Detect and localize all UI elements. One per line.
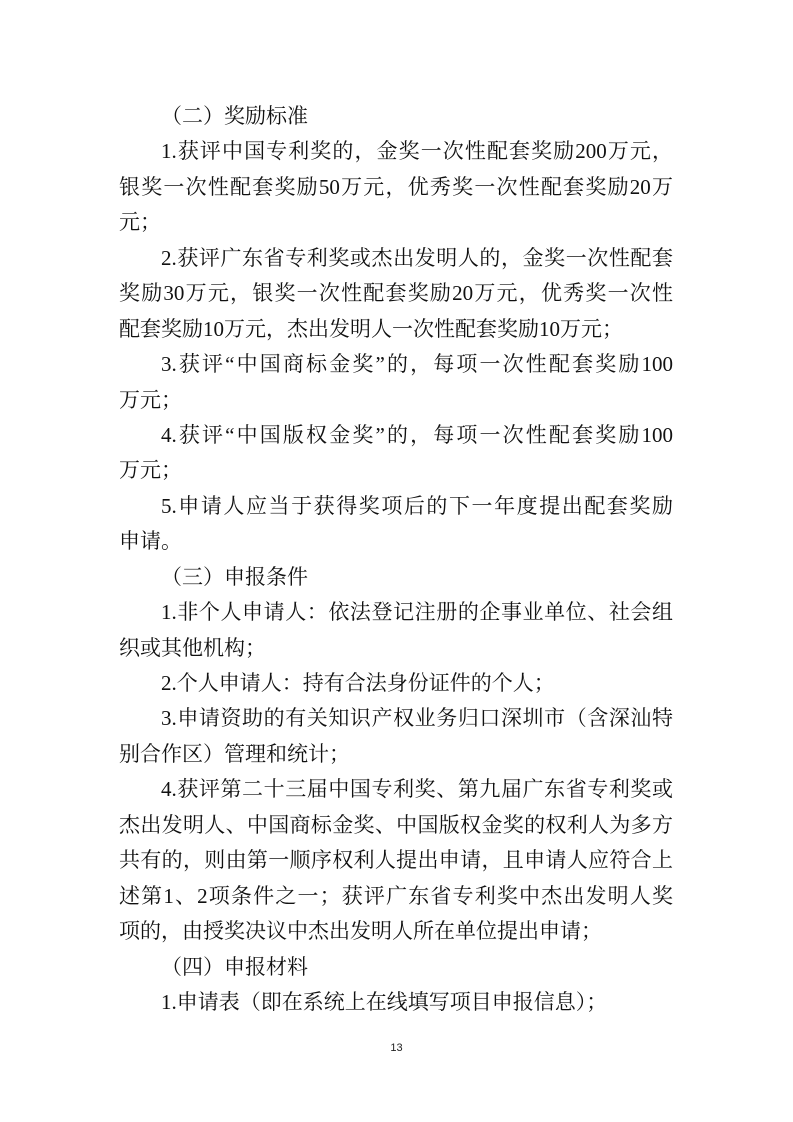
text-line: 4.获评“中国版权金奖”的，每项一次性配套奖励100 [161, 422, 673, 447]
text-line: 1.申请表（即在系统上在线填写项目申报信息）； [161, 989, 608, 1014]
text-line: 3.获评“中国商标金奖”的，每项一次性配套奖励100 [161, 352, 673, 377]
paragraph-item-1 [119, 134, 673, 240]
paragraph-item-4 [119, 772, 673, 949]
text-line: 申请。 [119, 529, 182, 554]
paragraph-item-3 [119, 347, 673, 418]
paragraph-item-2 [119, 666, 673, 701]
paragraph-item-4 [119, 418, 673, 489]
paragraph-item-1 [119, 985, 673, 1020]
text-line: 织或其他机构； [119, 635, 266, 660]
paragraph-item-3 [119, 701, 673, 772]
section-heading: （二）奖励标准 [161, 104, 308, 128]
text-line: 1.获评中国专利奖的，金奖一次性配套奖励200万元， [161, 139, 673, 164]
document-body [119, 99, 673, 1020]
paragraph-item-2 [119, 241, 673, 347]
page-number: 13 [390, 1042, 403, 1054]
text-line: 别合作区）管理和统计； [119, 741, 350, 766]
text-line: 2.个人申请人：持有合法身份证件的个人； [161, 671, 555, 695]
paragraph-item-1 [119, 595, 673, 666]
text-line: 万元； [119, 458, 182, 483]
text-line: 共有的，则由第一顺序权利人提出申请，且申请人应符合上 [119, 848, 673, 873]
text-line: 元； [119, 210, 161, 235]
text-line: 银奖一次性配套奖励50万元，优秀奖一次性配套奖励20万 [119, 174, 673, 199]
text-line: 1.非个人申请人：依法登记注册的企事业单位、社会组 [161, 600, 673, 625]
text-line: 4.获评第二十三届中国专利奖、第九届广东省专利奖或 [161, 777, 673, 802]
text-line: 杰出发明人、中国商标金奖、中国版权金奖的权利人为多方 [119, 812, 673, 837]
text-line: 5.申请人应当于获得奖项后的下一年度提出配套奖励 [161, 493, 673, 518]
section-heading: （四）申报材料 [161, 954, 308, 979]
text-line: 述第1、2项条件之一；获评广东省专利奖中杰出发明人奖 [119, 883, 673, 908]
text-line: 项的，由授奖决议中杰出发明人所在单位提出申请； [119, 919, 602, 944]
text-line: 万元； [119, 387, 182, 412]
text-line: 配套奖励10万元，杰出发明人一次性配套奖励10万元； [119, 316, 623, 341]
text-line: 奖励30万元，银奖一次性配套奖励20万元，优秀奖一次性 [119, 281, 673, 306]
section-application-conditions [119, 560, 673, 950]
section-heading: （三）申报条件 [161, 564, 308, 589]
text-line: 3.申请资助的有关知识产权业务归口深圳市（含深汕特 [161, 706, 673, 731]
paragraph-item-5 [119, 489, 673, 560]
section-reward-standard [119, 99, 673, 560]
text-line: 2.获评广东省专利奖或杰出发明人的，金奖一次性配套 [161, 245, 673, 270]
section-application-materials [119, 950, 673, 1021]
